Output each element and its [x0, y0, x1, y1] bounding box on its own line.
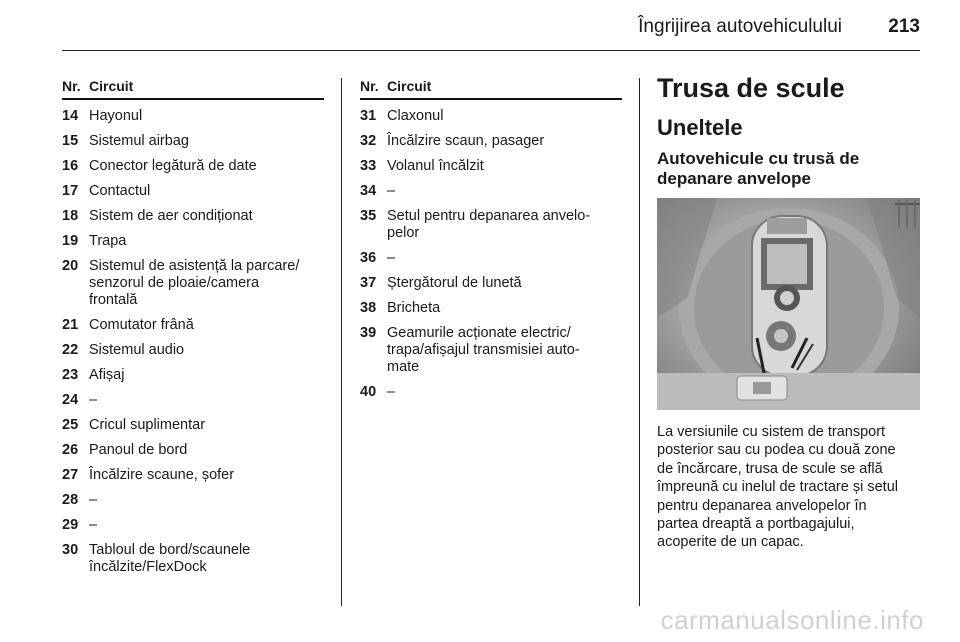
table-row	[62, 467, 324, 484]
table-row	[62, 367, 324, 384]
circuit-name: Panoul de bord	[89, 442, 188, 458]
table-row	[360, 384, 622, 401]
table-row	[360, 325, 622, 376]
col-header-circuit: Circuit	[89, 78, 134, 94]
circuit-name: Setul pentru depanarea anvelo- pelor	[387, 208, 591, 241]
table-row	[62, 392, 324, 409]
page-number: 213	[888, 16, 920, 37]
circuit-name: Geamurile acționate electric/ trapa/afișajul transmisiei auto- mate	[387, 325, 580, 375]
fuse-number: 29	[62, 517, 79, 533]
fuse-number: 40	[360, 384, 377, 400]
table-row	[360, 208, 622, 242]
tool-kit-section	[657, 72, 921, 552]
table-row	[62, 158, 324, 175]
table-row	[360, 250, 622, 267]
fuse-number: 37	[360, 275, 377, 291]
table-row	[360, 108, 622, 125]
circuit-name: Claxonul	[387, 108, 444, 124]
circuit-name: Afișaj	[89, 367, 125, 383]
fuse-number: 17	[62, 183, 79, 199]
table-row	[62, 492, 324, 509]
table-row	[62, 342, 324, 359]
circuit-name: Sistem de aer condiționat	[89, 208, 253, 224]
fuse-number: 15	[62, 133, 79, 149]
table-row	[62, 542, 324, 576]
circuit-name: Sistemul de asistență la parcare/ senzorul de ploaie/camera frontală	[89, 258, 300, 308]
trunk-illustration	[657, 198, 920, 410]
fuse-number: 16	[62, 158, 79, 174]
circuit-name: Conector legătură de date	[89, 158, 257, 174]
fuse-number: 32	[360, 133, 377, 149]
fuse-number: 18	[62, 208, 79, 224]
circuit-name: Sistemul airbag	[89, 133, 189, 149]
section-subsubtitle: Autovehicule cu trusă de depanare anvelope	[657, 149, 860, 188]
fuse-number: 19	[62, 233, 79, 249]
circuit-name: –	[387, 183, 396, 199]
table-row	[62, 442, 324, 459]
circuit-name: Cricul suplimentar	[89, 417, 206, 433]
fuse-table-right	[360, 78, 622, 401]
table-row	[62, 417, 324, 434]
column-divider	[341, 78, 342, 606]
table-row	[62, 108, 324, 125]
circuit-name: Încălzire scaun, pasager	[387, 133, 545, 149]
table-body	[62, 108, 324, 576]
circuit-name: Ștergătorul de lunetă	[387, 275, 522, 291]
fuse-number: 34	[360, 183, 377, 199]
fuse-number: 31	[360, 108, 377, 124]
table-row	[62, 317, 324, 334]
page-header	[62, 0, 920, 51]
fuse-number: 27	[62, 467, 79, 483]
fuse-number: 33	[360, 158, 377, 174]
fuse-number: 20	[62, 258, 79, 274]
col-header-nr: Nr.	[62, 78, 81, 94]
table-row	[62, 233, 324, 250]
section-subtitle: Uneltele	[657, 115, 743, 140]
col-header-nr: Nr.	[360, 78, 379, 94]
circuit-name: Încălzire scaune, șofer	[89, 467, 235, 483]
circuit-name: –	[89, 392, 98, 408]
col-header-circuit: Circuit	[387, 78, 432, 94]
circuit-name: Contactul	[89, 183, 151, 199]
table-header	[62, 78, 324, 100]
circuit-name: Bricheta	[387, 300, 441, 316]
fuse-number: 35	[360, 208, 377, 224]
circuit-name: –	[89, 492, 98, 508]
fuse-number: 23	[62, 367, 79, 383]
column-divider	[639, 78, 640, 606]
table-body	[360, 108, 622, 401]
fuse-table-left	[62, 78, 324, 576]
fuse-number: 24	[62, 392, 79, 408]
table-row	[62, 208, 324, 225]
circuit-name: Tabloul de bord/scaunele încălzite/FlexDock	[89, 542, 251, 575]
table-row	[360, 300, 622, 317]
circuit-name: Sistemul audio	[89, 342, 185, 358]
table-row	[62, 258, 324, 309]
section-title: Trusa de scule	[657, 73, 845, 103]
fuse-number: 38	[360, 300, 377, 316]
fuse-number: 28	[62, 492, 79, 508]
fuse-number: 22	[62, 342, 79, 358]
table-row	[62, 133, 324, 150]
circuit-name: Volanul încălzit	[387, 158, 484, 174]
circuit-name: –	[387, 384, 396, 400]
fuse-number: 36	[360, 250, 377, 266]
fuse-number: 14	[62, 108, 79, 124]
circuit-name: Comutator frână	[89, 317, 194, 333]
table-row	[360, 275, 622, 292]
fuse-number: 26	[62, 442, 79, 458]
circuit-name: Trapa	[89, 233, 127, 249]
fuse-number: 30	[62, 542, 79, 558]
circuit-name: Hayonul	[89, 108, 143, 124]
table-row	[62, 517, 324, 534]
table-row	[360, 183, 622, 200]
fuse-number: 39	[360, 325, 377, 341]
circuit-name: –	[89, 517, 98, 533]
fuse-number: 25	[62, 417, 79, 433]
section-paragraph: La versiunile cu sistem de transport posterior sau cu podea cu două zone de încărcare, trusa de scule se află împreună cu inelul de tractare și setul pentru depanarea anvelopelor în partea dreaptă a portbagajului, acoperite de un capac.	[657, 424, 898, 551]
watermark: carmanualsonline.info	[660, 605, 924, 635]
table-row	[62, 183, 324, 200]
tool-kit-photo	[657, 198, 920, 410]
circuit-name: –	[387, 250, 396, 266]
running-title: Îngrijirea autovehiculului	[638, 16, 842, 37]
table-header	[360, 78, 622, 100]
table-row	[360, 133, 622, 150]
fuse-number: 21	[62, 317, 79, 333]
table-row	[360, 158, 622, 175]
